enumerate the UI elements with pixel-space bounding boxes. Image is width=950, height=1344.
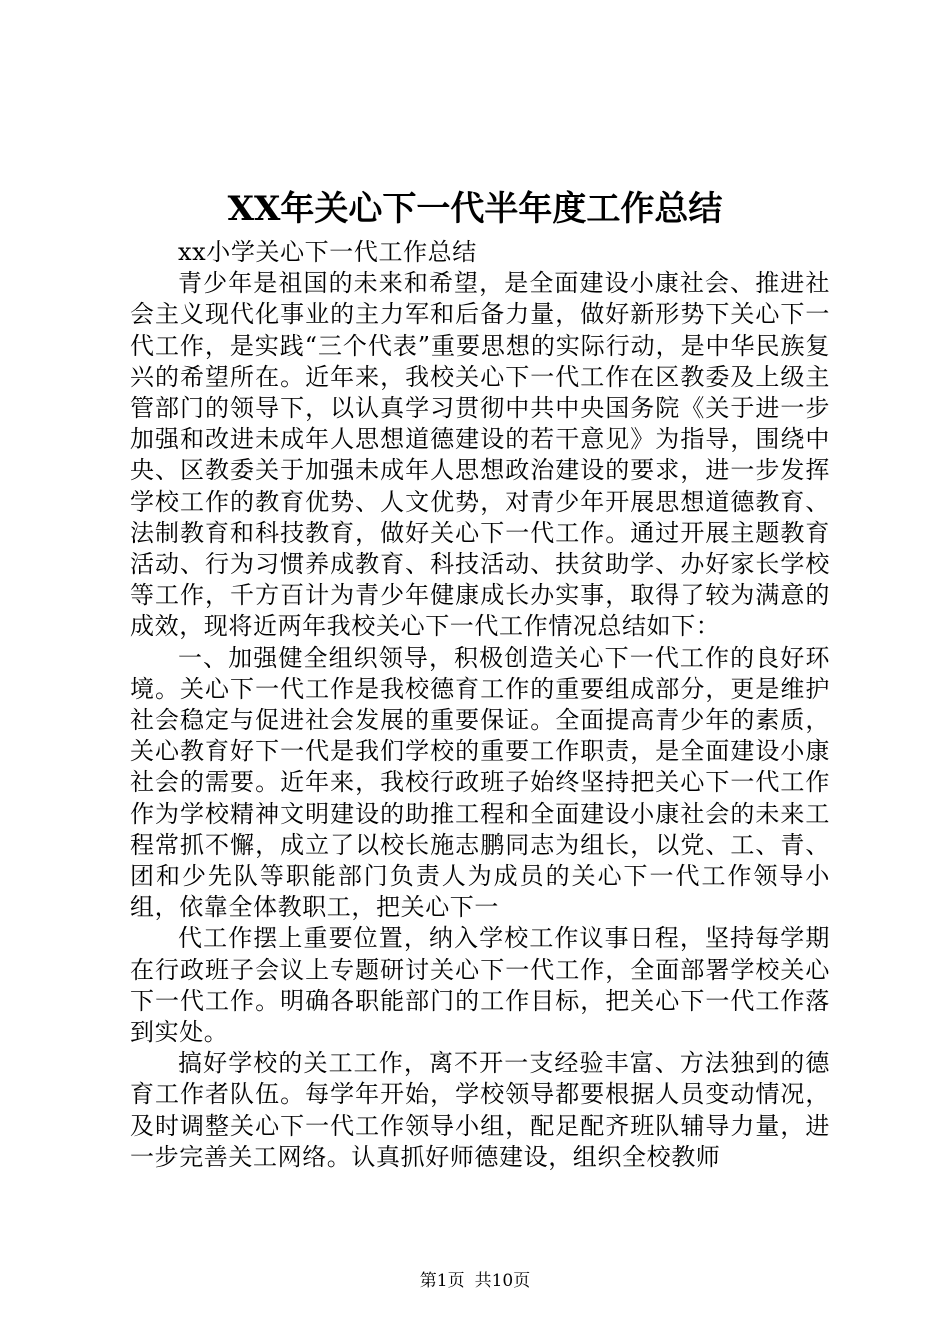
document-title: XX年关心下一代半年度工作总结	[227, 189, 723, 229]
paragraph-section-one: 一、加强健全组织领导，积极创造关心下一代工作的良好环境。关心下一代工作是我校德育工作的重要组成部分，更是维护社会稳定与促进社会发展的重要保证。全面提高青少年的素质，关心教育好下一代是我们学校的重要工作职责，是全面建设小康社会的需要。近年来，我校行政班子始终坚持把关心下一代工作作为学校精神文明建设的助推工程和全面建设小康社会的未来工程常抓不懈，成立了以校长施志鹏同志为组长，以党、工、青、团和少先队等职能部门负责人为成员的关心下一代工作领导小组，依靠全体教职工，把关心下一	[130, 643, 830, 922]
paragraph-continuation: 代工作摆上重要位置，纳入学校工作议事日程，坚持每学期在行政班子会议上专题研讨关心下一代工作，全面部署学校关心下一代工作。明确各职能部门的工作目标，把关心下一代工作落到实处。	[130, 924, 830, 1047]
page-total: 共10页	[474, 1271, 531, 1291]
document-body	[130, 237, 830, 1173]
page-footer	[0, 1269, 950, 1293]
paragraph-intro: 青少年是祖国的未来和希望，是全面建设小康社会、推进社会主义现代化事业的主力军和后备力量，做好新形势下关心下一代工作，是实践“三个代表”重要思想的实际行动，是中华民族复兴的希望所在。近年来，我校关心下一代工作在区教委及上级主管部门的领导下，以认真学习贯彻中共中央国务院《关于进一步加强和改进未成年人思想道德建设的若干意见》为指导，围绕中央、区教委关于加强未成年人思想政治建设的要求，进一步发挥学校工作的教育优势、人文优势，对青少年开展思想道德教育、法制教育和科技教育，做好关心下一代工作。通过开展主题教育活动、行为习惯养成教育、科技活动、扶贫助学、办好家长学校等工作，千方百计为青少年健康成长办实事，取得了较为满意的成效，现将近两年我校关心下一代工作情况总结如下：	[130, 269, 830, 641]
document-subtitle: xx小学关心下一代工作总结	[178, 238, 477, 266]
page-number: 第1页	[419, 1271, 465, 1291]
paragraph-team: 搞好学校的关工工作，离不开一支经验丰富、方法独到的德育工作者队伍。每学年开始，学校领导都要根据人员变动情况，及时调整关心下一代工作领导小组，配足配齐班队辅导力量，进一步完善关工网络。认真抓好师德建设，组织全校教师	[130, 1049, 830, 1171]
